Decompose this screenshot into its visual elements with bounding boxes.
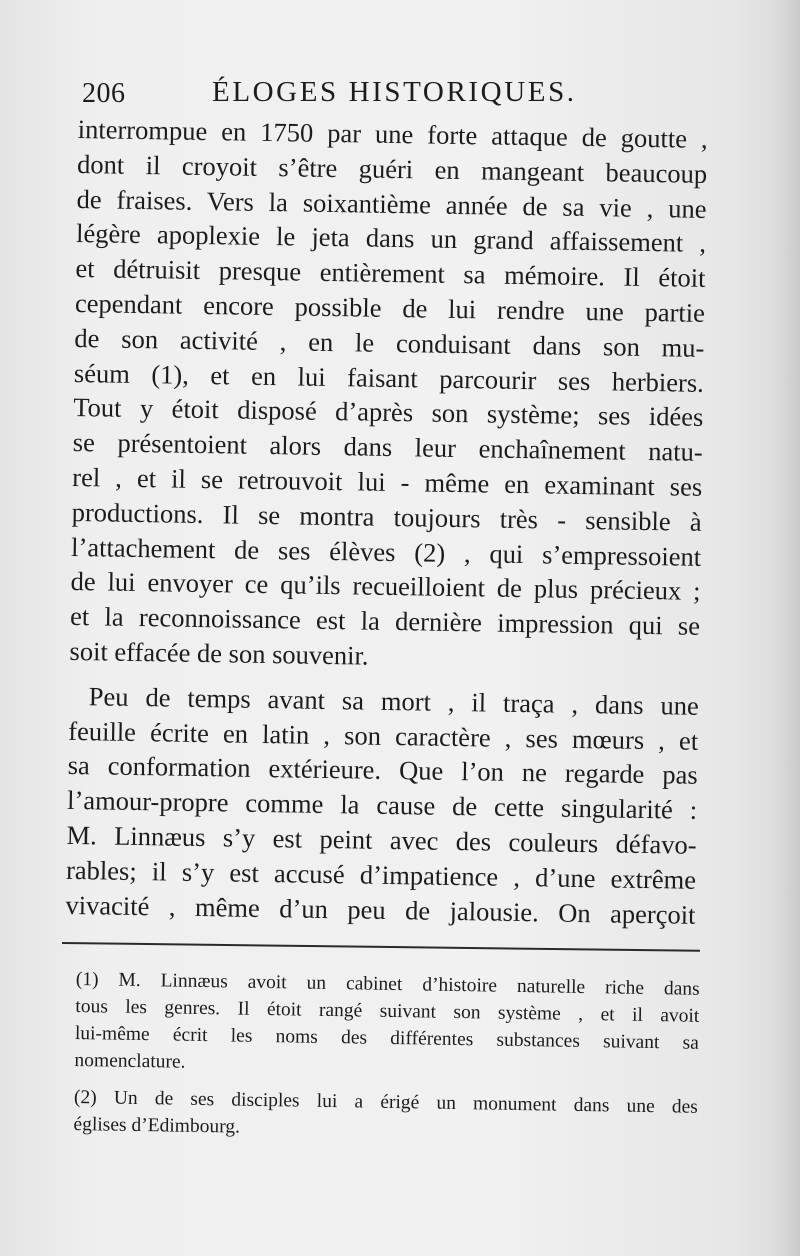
text-line: Peu de temps avant sa mort , il traça , dans une bbox=[88, 680, 699, 721]
footnote-line: églises d’Edimbourg. bbox=[73, 1113, 241, 1138]
text-line: de fraises. Vers la soixantième année de sa vie , une bbox=[76, 183, 707, 224]
text-line: légère apoplexie le jeta dans un grand affaissement , bbox=[75, 218, 707, 259]
page-number: 206 bbox=[82, 78, 126, 109]
text-line: rables; il s’y est accusé d’impatience , d’une extrême bbox=[65, 854, 697, 895]
footnote-separator-rule bbox=[62, 942, 700, 952]
footnote-line: tous les genres. Il étoit rangé suivant son système , et il avoit bbox=[75, 995, 700, 1027]
text-line: l’attachement de ses élèves (2) , qui s’empressoient bbox=[70, 531, 702, 572]
footnote-line: (1) M. Linnæus avoit un cabinet d’histoire naturelle riche dans bbox=[75, 968, 700, 1000]
text-line: Tout y étoit disposé d’après son système; ses idées bbox=[73, 392, 704, 433]
text-line: productions. Il se montra toujours très - sensible à bbox=[71, 496, 702, 537]
footnote-line: (2) Un de ses disciples lui a érigé un monument dans une des bbox=[73, 1086, 699, 1118]
footnotes bbox=[73, 966, 700, 1158]
text-line: rel , et il se retrouvoit lui - même en examinant ses bbox=[72, 461, 703, 502]
text-line: se présentoient alors dans leur enchaînement natu- bbox=[72, 427, 703, 468]
text-line: sa conformation extérieure. Que l’on ne regarde pas bbox=[67, 750, 698, 791]
footnote-line: nomenclature. bbox=[74, 1049, 186, 1073]
text-line: et la reconnoissance est la dernière impression qui se bbox=[69, 601, 701, 641]
footnote-1 bbox=[74, 966, 700, 1084]
text-line: cependant encore possible de lui rendre une partie bbox=[74, 287, 706, 328]
main-text bbox=[65, 112, 708, 932]
running-title: ÉLOGES HISTORIQUES. bbox=[212, 76, 577, 108]
paragraph-1 bbox=[69, 112, 708, 679]
text-line: de son activité , en le conduisant dans son mu- bbox=[74, 322, 705, 363]
text-line: vivacité , même d’un peu de jalousie. On aperçoit bbox=[65, 889, 696, 930]
text-line: interrompue en 1750 par une forte attaque de goutte , bbox=[77, 113, 708, 154]
paragraph-2 bbox=[65, 679, 699, 932]
text-line: et détruisit presque entièrement sa mémoire. Il étoit bbox=[75, 253, 706, 294]
text-line: feuille écrite en latin , son caractère , ses mœurs , et bbox=[68, 715, 699, 756]
footnote-line: lui-même écrit les noms des différentes substances suivant sa bbox=[74, 1022, 700, 1054]
text-line: séum (1), et en lui faisant parcourir ses herbiers. bbox=[73, 357, 705, 398]
text-line: l’amour-propre comme la cause de cette singularité : bbox=[66, 785, 698, 825]
text-line: soit effacée de son souvenir. bbox=[69, 635, 369, 671]
text-line: M. Linnæus s’y est peint avec des couleurs défavo- bbox=[66, 819, 697, 860]
footnote-2 bbox=[73, 1084, 698, 1148]
text-line: dont il croyoit s’être guéri en mangeant beaucoup bbox=[76, 148, 708, 189]
page-header bbox=[82, 74, 702, 114]
text-line: de lui envoyer ce qu’ils recueilloient de plus précieux ; bbox=[70, 566, 701, 607]
